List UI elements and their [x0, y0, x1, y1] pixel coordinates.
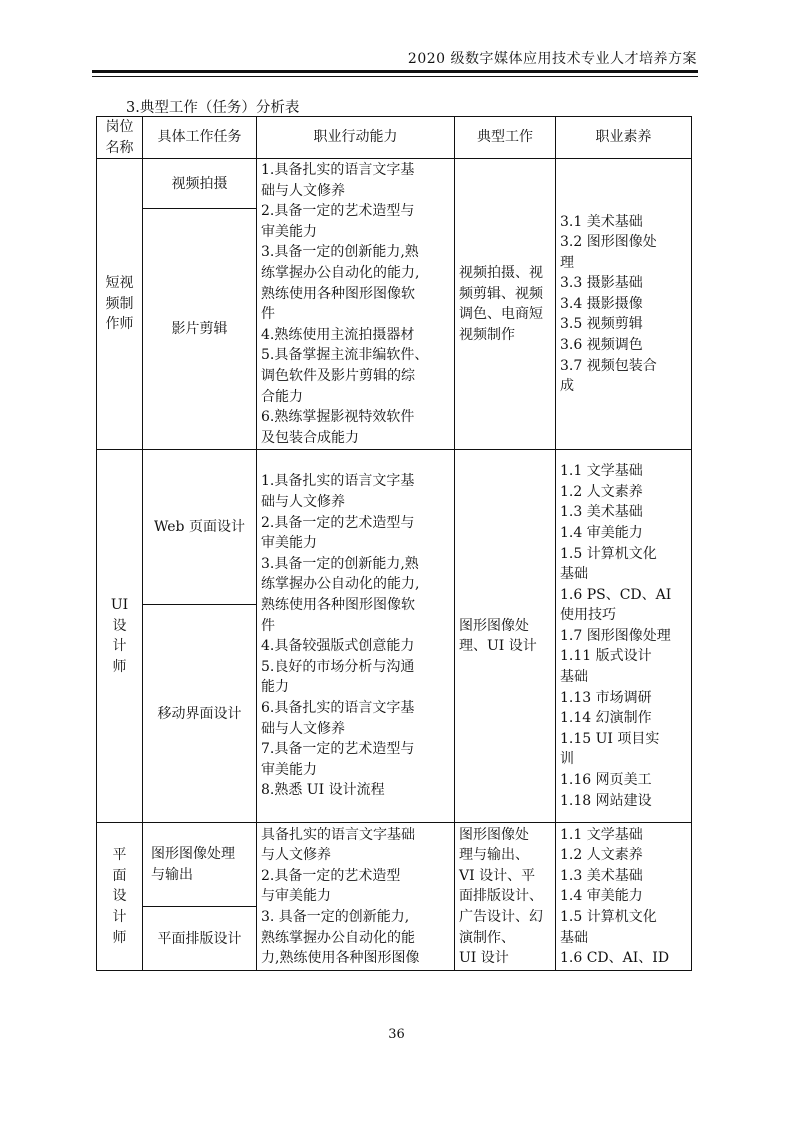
header-work: 典型工作 [455, 117, 556, 159]
role-graphic-designer: 平 面 设 计 师 [97, 823, 143, 971]
work-cell: 图形图像处 理、UI 设计 [455, 450, 556, 823]
ability-cell: 1.具备扎实的语言文字基 础与人文修养 2.具备一定的艺术造型与 审美能力 3.具备一定的创新能力,熟 练掌握办公自动化的能力, 熟练使用各种图形图像软 件 4.具备较强版式创意能力 5.良好的市场分析与沟通 能力 6.具备扎实的语言文字基 础与人文修养 7.具备一定的艺术造型与 审美能力 8.熟悉 UI 设计流程 [257, 450, 455, 823]
section-title: 3.典型工作（任务）分析表 [126, 100, 300, 116]
header-quality: 职业素养 [556, 117, 692, 159]
task-layout-design: 平面排版设计 [143, 907, 257, 971]
page-number: 36 [388, 1027, 405, 1042]
header-rule-thin [92, 76, 698, 77]
header-rule-thick [92, 70, 698, 73]
quality-cell: 3.1 美术基础 3.2 图形图像处 理 3.3 摄影基础 3.4 摄影摄像 3.5 视频剪辑 3.6 视频调色 3.7 视频包装合 成 [556, 159, 692, 450]
table-row [97, 159, 692, 209]
task-graphic-processing-output: 图形图像处理 与输出 [143, 823, 257, 907]
header-role: 岗位 名称 [97, 117, 143, 159]
task-mobile-ui-design: 移动界面设计 [143, 605, 257, 823]
header-title: 2020 级数字媒体应用技术专业人才培养方案 [407, 51, 697, 67]
task-web-page-design: Web 页面设计 [143, 450, 257, 605]
role-ui-designer: UI 设 计 师 [97, 450, 143, 823]
table-row [97, 450, 692, 605]
header-task: 具体工作任务 [143, 117, 257, 159]
task-analysis-table [96, 116, 692, 971]
ability-cell: 1.具备扎实的语言文字基 础与人文修养 2.具备一定的艺术造型与 审美能力 3.具备一定的创新能力,熟 练掌握办公自动化的能力, 熟练使用各种图形图像软 件 4.熟练使用主流拍摄器材 5.具备掌握主流非编软件、 调色软件及影片剪辑的综 合能力 6.熟练掌握影视特效软件 及包装合成能力 [257, 159, 455, 450]
work-cell: 图形图像处 理与输出、 VI 设计、平 面排版设计、 广告设计、幻 演制作、 UI 设计 [455, 823, 556, 971]
ability-cell: 具备扎实的语言文字基础 与人文修养 2.具备一定的艺术造型 与审美能力 3. 具备一定的创新能力, 熟练掌握办公自动化的能 力,熟练使用各种图形图像 [257, 823, 455, 971]
table-row [97, 823, 692, 907]
quality-cell: 1.1 文学基础 1.2 人文素养 1.3 美术基础 1.4 审美能力 1.5 计算机文化 基础 1.6 PS、CD、AI 使用技巧 1.7 图形图像处理 1.11 版式设计 基础 1.13 市场调研 1.14 幻演制作 1.15 UI 项目实 训 1.16 网页美工 1.18 网站建设 [556, 450, 692, 823]
header-ability: 职业行动能力 [257, 117, 455, 159]
quality-cell: 1.1 文学基础 1.2 人文素养 1.3 美术基础 1.4 审美能力 1.5 计算机文化 基础 1.6 CD、AI、ID [556, 823, 692, 971]
task-video-shooting: 视频拍摄 [143, 159, 257, 209]
table-header-row [97, 117, 692, 159]
role-short-video: 短视 频制 作师 [97, 159, 143, 450]
work-cell: 视频拍摄、视 频剪辑、视频 调色、电商短 视频制作 [455, 159, 556, 450]
task-film-editing: 影片剪辑 [143, 209, 257, 450]
